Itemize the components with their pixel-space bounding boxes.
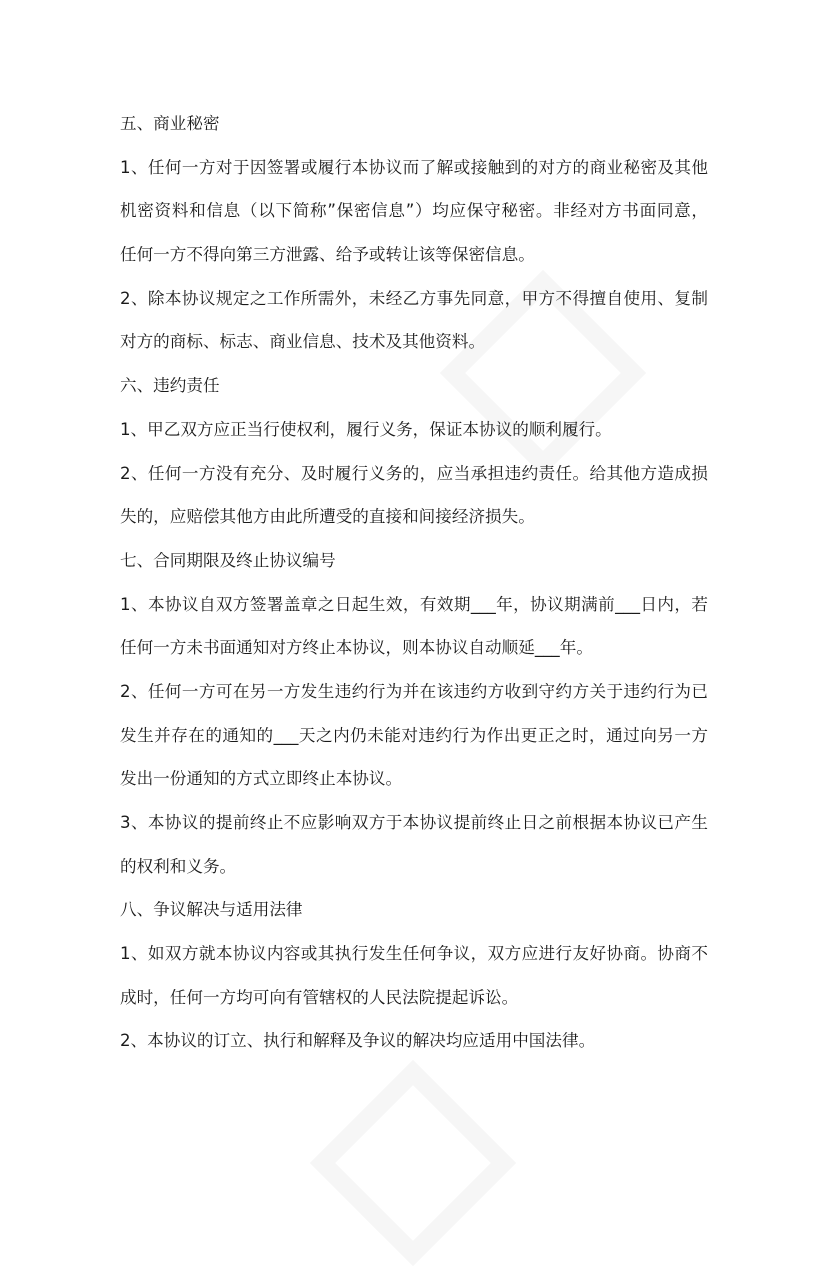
paragraph-line: 3、本协议的提前终止不应影响双方于本协议提前终止日之前根据本协议已产生 <box>120 813 708 832</box>
paragraph-line: 发生并存在的通知的___天之内仍未能对违约行为作出更正之时，通过向另一方 <box>120 725 708 745</box>
paragraph-line: 的权利和义务。 <box>120 856 237 876</box>
section-heading: 七、合同期限及终止协议编号 <box>120 550 336 570</box>
paragraph-line: 成时，任何一方均可向有管辖权的人民法院提起诉讼。 <box>120 987 519 1007</box>
document-page <box>120 113 708 1074</box>
paragraph-line: 2、本协议的订立、执行和解释及争议的解决均应适用中国法律。 <box>120 1031 596 1051</box>
section-heading: 六、违约责任 <box>120 376 220 396</box>
paragraph-line: 1、甲乙双方应正当行使权利，履行义务，保证本协议的顺利履行。 <box>120 419 612 439</box>
section-heading: 八、争议解决与适用法律 <box>120 900 303 920</box>
paragraph-line: 失的，应赔偿其他方由此所遭受的直接和间接经济损失。 <box>120 507 535 527</box>
paragraph-line: 1、任何一方对于因签署或履行本协议而了解或接触到的对方的商业秘密及其他 <box>120 157 708 177</box>
paragraph-line: 2、任何一方可在另一方发生违约行为并在该违约方收到守约方关于违约行为已 <box>120 681 708 701</box>
paragraph-line: 2、任何一方没有充分、及时履行义务的，应当承担违约责任。给其他方造成损 <box>120 463 708 483</box>
paragraph-line: 2、除本协议规定之工作所需外，未经乙方事先同意，甲方不得擅自使用、复制 <box>120 288 708 308</box>
paragraph-line: 任何一方不得向第三方泄露、给予或转让该等保密信息。 <box>120 245 535 265</box>
watermark-mark <box>310 1060 516 1266</box>
paragraph-line: 1、如双方就本协议内容或其执行发生任何争议，双方应进行友好协商。协商不 <box>120 944 708 964</box>
section-heading: 五、商业秘密 <box>120 114 220 133</box>
paragraph-line: 发出一份通知的方式立即终止本协议。 <box>120 769 403 789</box>
paragraph-line: 1、本协议自双方签署盖章之日起生效，有效期___年，协议期满前___日内，若 <box>120 594 708 614</box>
paragraph-line: 机密资料和信息（以下简称”保密信息”）均应保守秘密。非经对方书面同意， <box>120 201 708 221</box>
paragraph-line: 对方的商标、标志、商业信息、技术及其他资料。 <box>120 332 486 352</box>
paragraph-line: 任何一方未书面通知对方终止本协议，则本协议自动顺延___年。 <box>120 638 593 658</box>
